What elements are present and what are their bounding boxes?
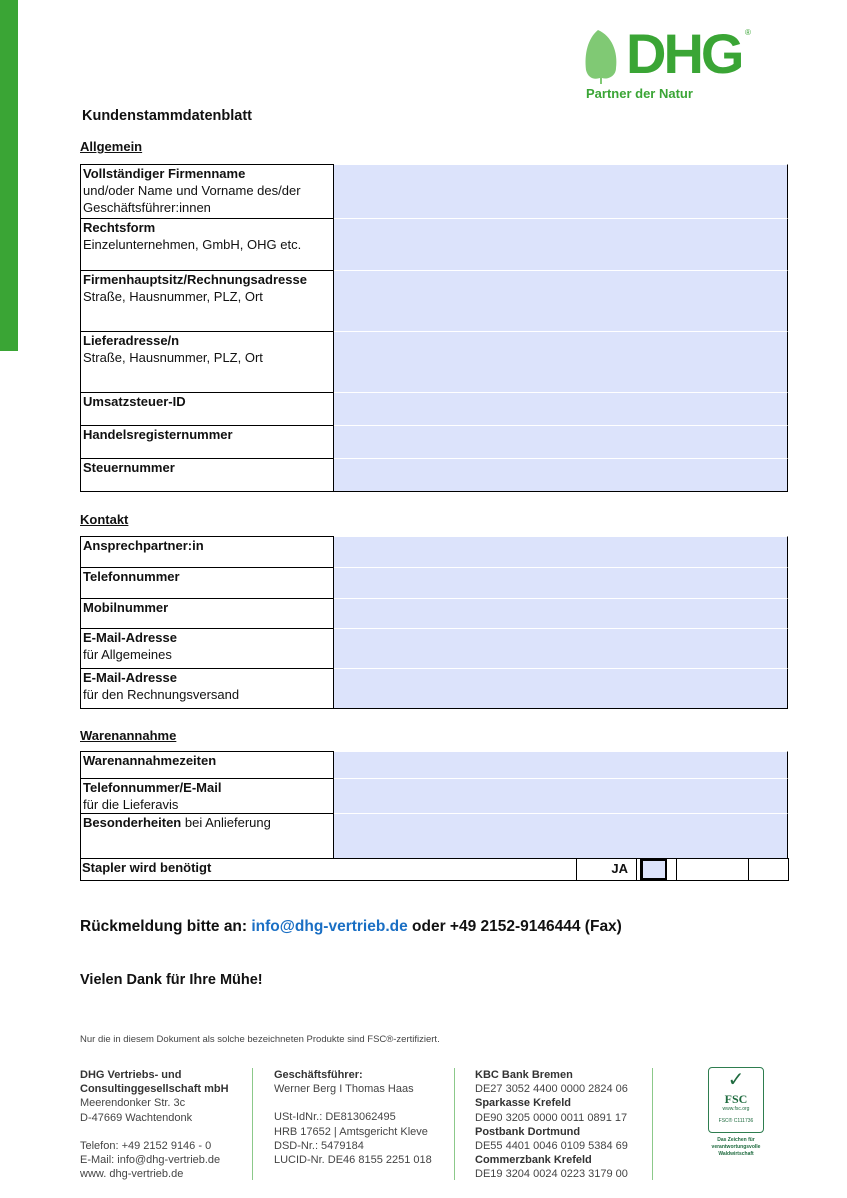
footer-line: Consultinggesellschaft mbH <box>80 1083 229 1096</box>
field-label <box>81 270 334 331</box>
field-input[interactable] <box>334 813 788 858</box>
footer-company <box>80 1068 229 1181</box>
field-input[interactable] <box>334 598 788 628</box>
footer-line <box>274 1096 432 1110</box>
dhg-logo <box>582 24 762 108</box>
ja-label: JA <box>577 859 637 880</box>
field-label-hint: für Allgemeines <box>83 647 172 662</box>
thanks-text: Vielen Dank für Ihre Mühe! <box>80 972 263 988</box>
field-input[interactable] <box>334 218 788 270</box>
field-label-hint: für den Rechnungsversand <box>83 687 240 702</box>
field-label <box>81 331 334 392</box>
field-label-title: Lieferadresse/n <box>83 333 180 348</box>
tree-icon <box>582 28 620 86</box>
field-input[interactable] <box>334 458 788 491</box>
field-label-title: E-Mail-Adresse <box>83 630 177 645</box>
field-label <box>81 628 334 668</box>
ja-checkbox[interactable] <box>641 859 667 880</box>
footer-line: www. dhg-vertrieb.de <box>80 1168 184 1181</box>
fsc-caption: Das Zeichen für verantwortungsvolle Waldwirtschaft <box>711 1137 761 1157</box>
footer-banks <box>475 1068 628 1182</box>
field-input[interactable] <box>334 164 788 218</box>
field-label-title: Firmenhauptsitz/Rechnungsadresse <box>83 272 307 287</box>
footer-line: Commerzbank Krefeld <box>475 1154 592 1167</box>
form-row <box>80 751 788 779</box>
field-label-title: Telefonnummer <box>83 569 180 584</box>
field-label-hint: Straße, Hausnummer, PLZ, Ort <box>83 350 263 365</box>
field-label-title: Steuernummer <box>83 460 175 475</box>
field-input[interactable] <box>334 668 788 708</box>
field-label-hint: bei Anlieferung <box>181 815 271 830</box>
footer-line: LUCID-Nr. DE46 8155 2251 018 <box>274 1154 432 1167</box>
field-input[interactable] <box>334 392 788 425</box>
footer-line: HRB 17652 | Amtsgericht Kleve <box>274 1125 428 1138</box>
field-label-title: Mobilnummer <box>83 600 169 615</box>
stapler-row <box>80 858 789 881</box>
logo-wordmark: DHG <box>626 22 742 85</box>
form-row <box>80 164 788 219</box>
footer-line: USt-IdNr.: DE813062495 <box>274 1111 396 1124</box>
footer-line: E-Mail: info@dhg-vertrieb.de <box>80 1154 221 1167</box>
fsc-name: FSC <box>724 1092 748 1106</box>
field-input[interactable] <box>334 567 788 598</box>
field-label-title: Umsatzsteuer-ID <box>83 394 186 409</box>
stapler-label: Stapler wird benötigt <box>81 859 577 880</box>
field-label-title: Telefonnummer/E-Mail <box>83 780 222 795</box>
footer-line: Postbank Dortmund <box>475 1125 581 1138</box>
footer-line: DE55 4401 0046 0109 5384 69 <box>475 1140 628 1153</box>
field-label-title: E-Mail-Adresse <box>83 670 177 685</box>
section-heading-kontakt: Kontakt <box>80 512 129 527</box>
green-side-bar <box>0 0 18 351</box>
field-label <box>81 218 334 270</box>
fsc-logo <box>708 1067 764 1133</box>
field-input[interactable] <box>334 536 788 567</box>
section-heading-allgemein: Allgemein <box>80 139 143 154</box>
field-label <box>81 567 334 598</box>
section-heading-warenannahme: Warenannahme <box>80 728 177 743</box>
registered-mark: ® <box>745 28 751 37</box>
fsc-note: Nur die in diesem Dokument als solche bezeichneten Produkte sind FSC®-zertifiziert. <box>80 1034 440 1045</box>
form-row <box>80 270 788 332</box>
field-label <box>81 751 334 778</box>
field-input[interactable] <box>334 628 788 668</box>
field-label <box>81 668 334 708</box>
field-label-hint: Straße, Hausnummer, PLZ, Ort <box>83 289 263 304</box>
field-input[interactable] <box>334 425 788 458</box>
form-row <box>80 536 788 568</box>
footer-line: DE19 3204 0024 0223 3179 00 <box>475 1168 628 1181</box>
field-label <box>81 536 334 567</box>
footer-line: Meerendonker Str. 3c <box>80 1097 186 1110</box>
footer-divider <box>252 1068 253 1180</box>
footer-line: Telefon: +49 2152 9146 - 0 <box>80 1139 212 1152</box>
empty-cell <box>677 859 749 880</box>
fsc-code: FSC® C111736 <box>718 1118 754 1124</box>
field-input[interactable] <box>334 331 788 392</box>
form-row <box>80 458 788 492</box>
page-title: Kundenstammdatenblatt <box>82 108 252 124</box>
footer-line: Sparkasse Krefeld <box>475 1097 571 1110</box>
field-label-title: Warenannahmezeiten <box>83 753 217 768</box>
field-label <box>81 425 334 458</box>
footer-line: DE27 3052 4400 0000 2824 06 <box>475 1083 628 1096</box>
field-input[interactable] <box>334 778 788 813</box>
footer-line: DE90 3205 0000 0011 0891 17 <box>475 1111 628 1124</box>
form-row <box>80 567 788 599</box>
field-label-title: Rechtsform <box>83 220 156 235</box>
reply-suffix: oder +49 2152-9146444 (Fax) <box>407 918 622 935</box>
form-row <box>80 331 788 393</box>
field-label-title: Ansprechpartner:in <box>83 538 204 553</box>
reply-email-link[interactable]: info@dhg-vertrieb.de <box>251 918 408 935</box>
spacer-cell <box>667 859 677 880</box>
form-row <box>80 218 788 271</box>
form-row <box>80 813 788 859</box>
footer-line: DSD-Nr.: 5479184 <box>274 1139 364 1152</box>
form-row <box>80 392 788 426</box>
field-label <box>81 813 334 858</box>
fsc-url: www.fsc.org <box>722 1106 750 1112</box>
fsc-tree-icon: ✓ <box>727 1069 745 1091</box>
empty-cell <box>749 859 788 880</box>
footer-line: D-47669 Wachtendonk <box>80 1111 193 1124</box>
field-label-hint: und/oder Name und Vorname des/der Geschäftsführer:innen <box>83 183 301 215</box>
field-label-title: Handelsregisternummer <box>83 427 233 442</box>
field-label <box>81 458 334 491</box>
logo-tagline: Partner der Natur <box>586 86 693 101</box>
footer-line: Werner Berg I Thomas Haas <box>274 1083 414 1096</box>
footer-line <box>80 1125 229 1139</box>
field-label <box>81 392 334 425</box>
footer-divider <box>652 1068 653 1180</box>
field-label-title: Vollständiger Firmenname <box>83 166 246 181</box>
footer-line: KBC Bank Bremen <box>475 1069 573 1081</box>
form-row <box>80 628 788 669</box>
field-label <box>81 598 334 628</box>
form-row <box>80 425 788 459</box>
field-label-title: Besonderheiten <box>83 815 182 830</box>
field-label <box>81 164 334 218</box>
reply-line <box>80 918 622 936</box>
footer-divider <box>454 1068 455 1180</box>
field-label <box>81 778 334 813</box>
field-input[interactable] <box>334 751 788 778</box>
form-row <box>80 598 788 629</box>
form-row <box>80 778 788 814</box>
footer-management <box>274 1068 432 1167</box>
reply-prefix: Rückmeldung bitte an: <box>80 918 252 935</box>
field-input[interactable] <box>334 270 788 331</box>
field-label-hint: Einzelunternehmen, GmbH, OHG etc. <box>83 237 302 252</box>
form-row <box>80 668 788 709</box>
footer-line: Geschäftsführer: <box>274 1069 363 1081</box>
footer-line: DHG Vertriebs- und <box>80 1069 182 1081</box>
field-label-hint: für die Lieferavis <box>83 797 179 812</box>
